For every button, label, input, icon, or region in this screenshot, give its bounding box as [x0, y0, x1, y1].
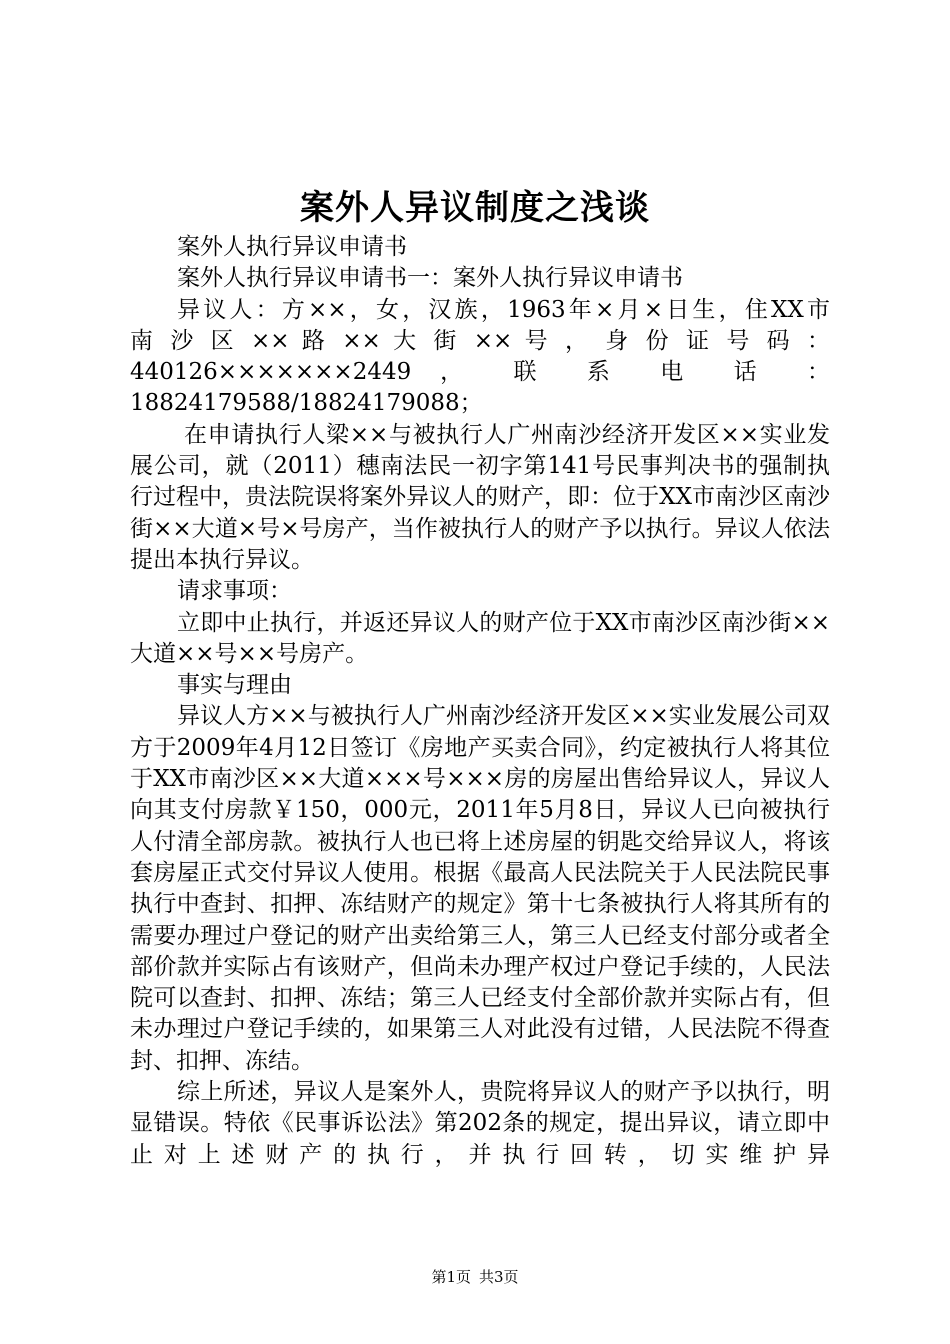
- applicant-line-2: 南 沙 区 ×× 路 ×× 大 街 ×× 号 ， 身 份 证 号 码 ：: [130, 327, 830, 354]
- page-number: 第1页: [431, 1268, 471, 1286]
- paragraph-request: 立即中止执行，并返还异议人的财产位于XX市南沙区南沙街××大道××号××号房产。: [130, 609, 830, 667]
- document-title: 案外人异议制度之浅谈: [300, 188, 650, 228]
- paragraph-facts: 异议人方××与被执行人广州南沙经济开发区××实业发展公司双方于2009年4月12日签订《房地产买卖合同》，约定被执行人将其位于XX市南沙区××大道×××号×××房的房屋出售给异议人，异议人向其支付房款￥150，000元，2011年5月8日，异议人已向被执行人付清全部房款。被执行人也已将上述房屋的钥匙交给异议人，将该套房屋正式交付异议人使用。根据《最高人民法院关于人民法院民事执行中查封、扣押、冻结财产的规定》第十七条被执行人将其所有的需要办理过户登记的财产出卖给第三人，第三人已经支付部分或者全部价款并实际占有该财产，但尚未办理产权过户登记手续的，人民法院可以查封、扣押、冻结；第三人已经支付全部价款并实际占有，但未办理过户登记手续的，如果第三人对此没有过错，人民法院不得查封、扣押、冻结。: [130, 703, 830, 1074]
- document-body: [130, 232, 830, 1171]
- paragraph-conclusion: 综上所述，异议人是案外人，贵院将异议人的财产予以执行，明显错误。特依《民事诉讼法》第202条的规定，提出异议，请立即中止对上述财产的执行，并执行回转，切实维护异: [130, 1079, 830, 1168]
- paragraph-applicant-info: [130, 295, 830, 420]
- paragraph-background: 在申请执行人梁××与被执行人广州南沙经济开发区××实业发展公司，就（2011）穗南法民一初字第141号民事判决书的强制执行过程中，贵法院误将案外异议人的财产，即：位于XX市南沙区南沙街××大道×号×号房产，当作被执行人的财产予以执行。异议人依法提出本执行异议。: [130, 421, 830, 573]
- paragraph-heading-2: 案外人执行异议申请书一：案外人执行异议申请书: [177, 265, 683, 292]
- paragraph-facts-heading: 事实与理由: [177, 672, 292, 699]
- page-footer: [0, 1266, 950, 1287]
- applicant-line-1: 异议人：方××，女，汉族，1963年×月×日生，住XX市: [177, 296, 830, 323]
- applicant-line-4: 18824179588/18824179088；: [130, 390, 483, 417]
- paragraph-heading-1: 案外人执行异议申请书: [177, 234, 407, 260]
- applicant-line-3: 440126×××××××2449 ， 联 系 电 话 ：: [130, 359, 830, 386]
- page-total: 共3页: [479, 1268, 519, 1286]
- paragraph-request-heading: 请求事项：: [177, 578, 292, 605]
